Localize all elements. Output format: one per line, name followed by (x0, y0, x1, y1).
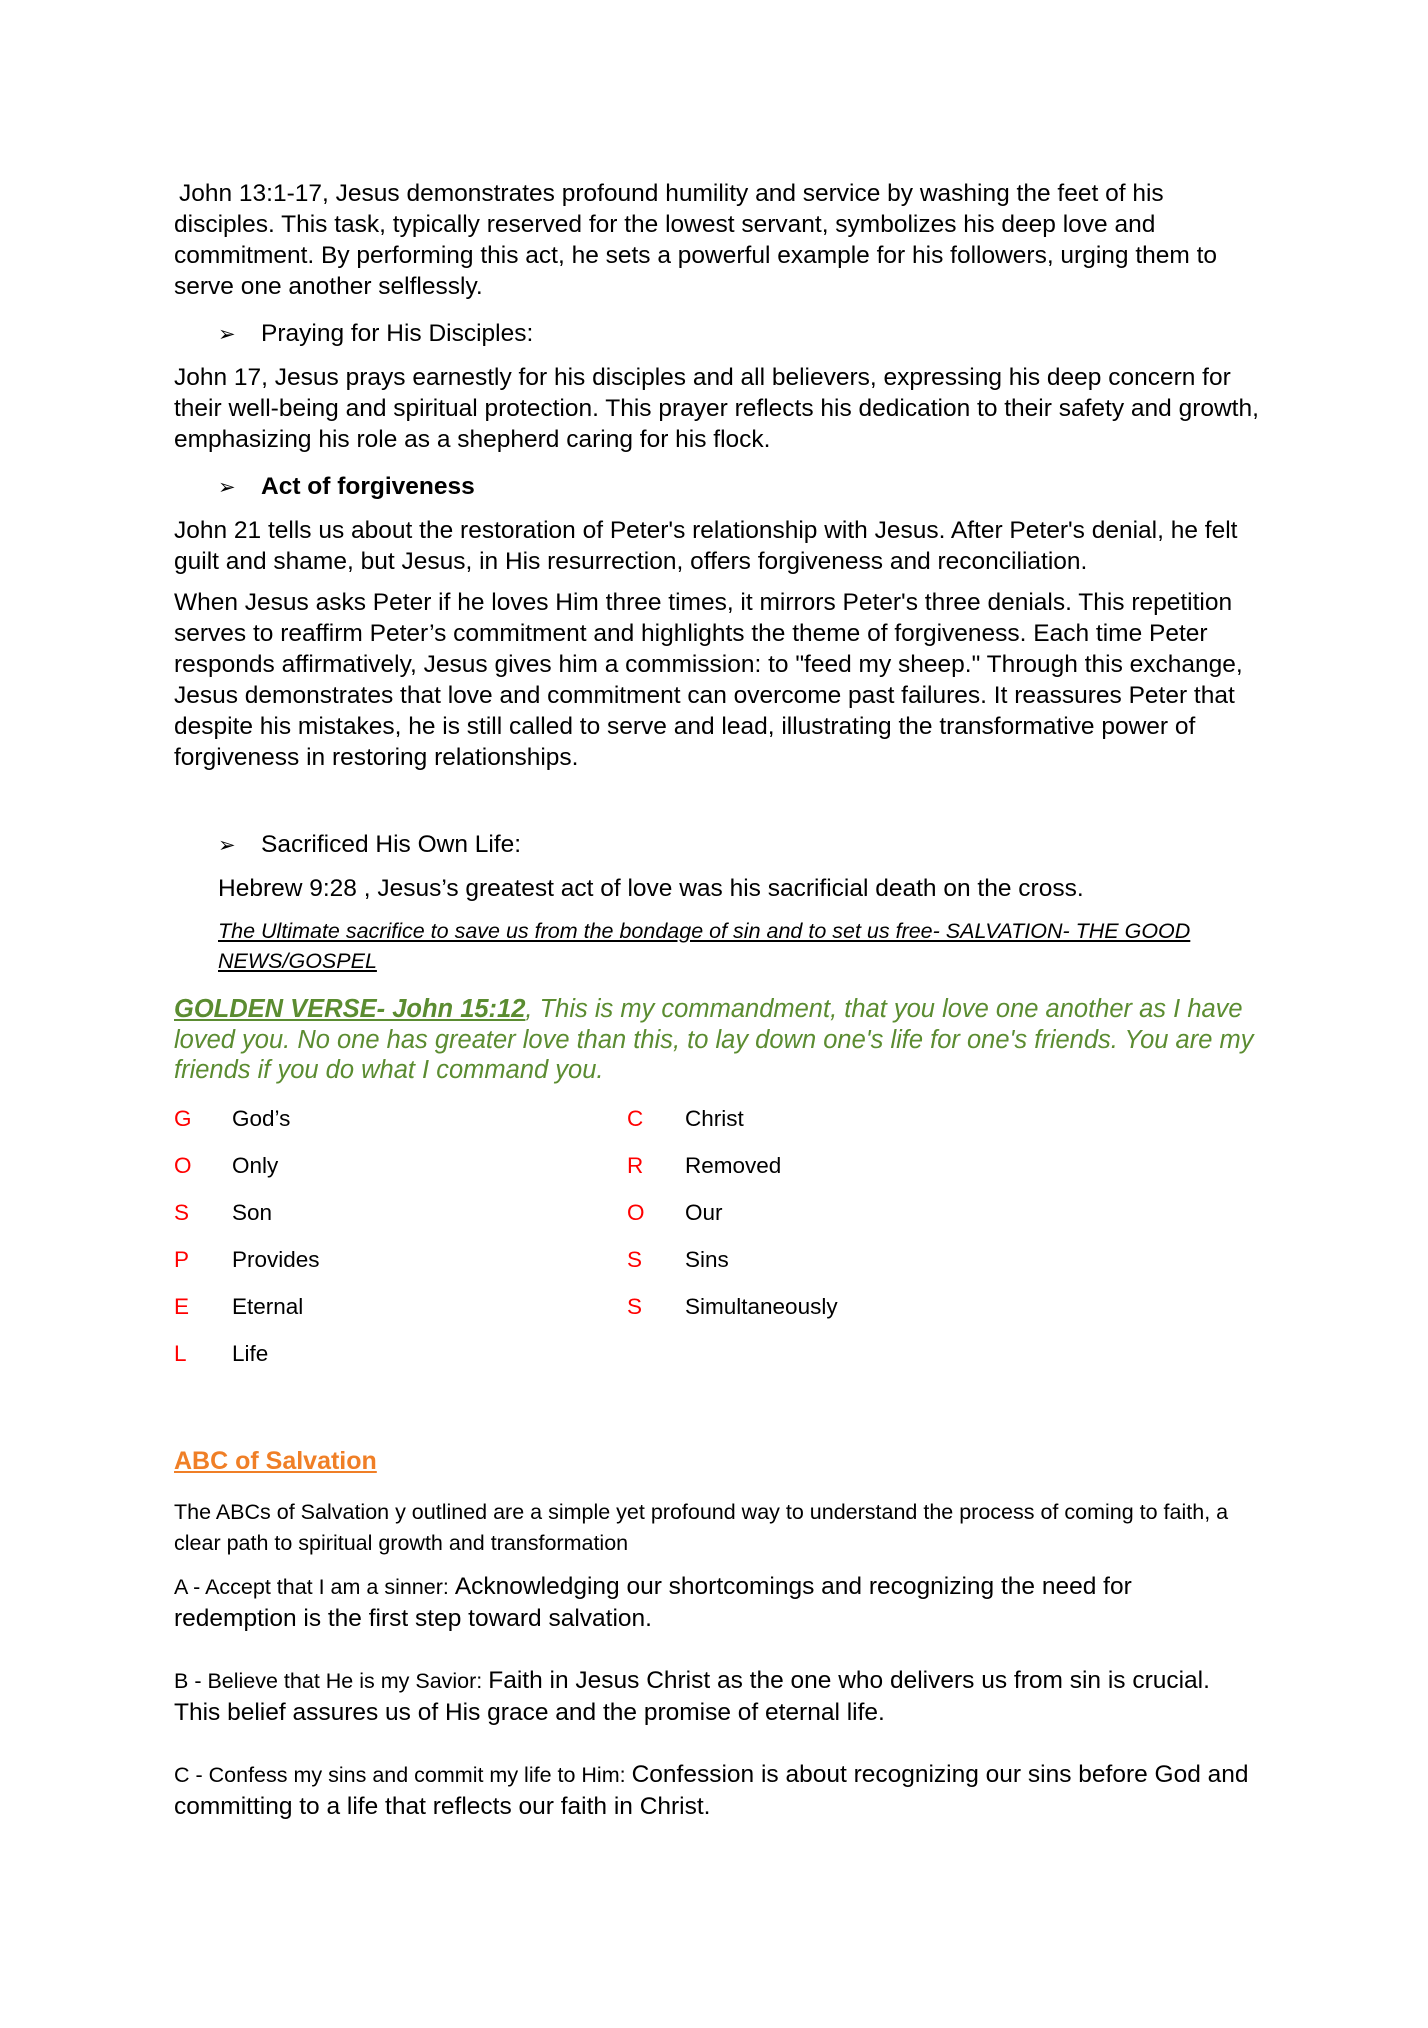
document-page (174, 178, 1259, 1822)
paragraph-ultimate-sacrifice: The Ultimate sacrifice to save us from the bondage of sin and to set us free- SALVATION- THE GOOD NEWS/GOSPEL (218, 919, 1191, 973)
acrostic-letter: S (627, 1294, 643, 1319)
acrostic-letter: L (174, 1341, 187, 1366)
acrostic-word: Only (232, 1153, 279, 1178)
golden-verse-label: GOLDEN VERSE- John 15:12 (174, 995, 526, 1023)
paragraph-hebrew: Hebrew 9:28 , Jesus’s greatest act of love was his sacrificial death on the cross. (218, 875, 1084, 902)
acrostic-word: Christ (685, 1106, 744, 1131)
bullet-sacrifice-label: Sacrificed His Own Life: (261, 831, 522, 858)
golden-verse (174, 994, 1259, 1086)
bullet-forgiveness (218, 471, 1259, 503)
acrostic-word: God’s (232, 1106, 291, 1131)
acrostic-cross (627, 1096, 1080, 1378)
arrowhead-bullet-icon: ➢ (218, 475, 236, 499)
acrostic-row (627, 1096, 1080, 1143)
paragraph-foot-washing: John 13:1-17, Jesus demonstrates profound humility and service by washing the feet of his disciples. This task, typically reserved for the lowest servant, symbolizes his deep love and commitment. By performing this act, he sets a powerful example for his followers, urging them to serve one another selflessly. (174, 180, 1218, 300)
abc-item-label: A - Accept that I am a sinner: (174, 1574, 455, 1599)
abc-item-text: Acknowledging our shortcomings and recognizing the need for redemption is the first step toward salvation. (174, 1572, 1132, 1632)
paragraph-prayer: John 17, Jesus prays earnestly for his disciples and all believers, expressing his deep concern for their well-being and spiritual protection. This prayer reflects his dedication to their safety and growth, emphasizing his role as a shepherd caring for his flock. (174, 364, 1259, 453)
acrostic-word: Life (232, 1341, 269, 1366)
acrostic-word: Removed (685, 1153, 782, 1178)
acrostic-row (174, 1143, 627, 1190)
section-heading-abc: ABC of Salvation (174, 1446, 377, 1475)
acrostic-word: Simultaneously (685, 1294, 838, 1319)
acrostic-row (174, 1284, 627, 1331)
acrostic-row (627, 1284, 1080, 1331)
acrostic-row (174, 1190, 627, 1237)
bullet-forgiveness-label: Act of forgiveness (261, 473, 475, 500)
acrostic-word: Provides (232, 1247, 320, 1272)
acrostic-row (174, 1331, 627, 1378)
acrostic-row (627, 1143, 1080, 1190)
arrowhead-bullet-icon: ➢ (218, 322, 236, 346)
acrostic-word: Sins (685, 1247, 729, 1272)
acrostic-letter: P (174, 1247, 190, 1272)
acrostic-row (627, 1237, 1080, 1284)
acrostic-gospel (174, 1096, 627, 1378)
arrowhead-bullet-icon: ➢ (218, 833, 236, 857)
acrostic-word: Eternal (232, 1294, 304, 1319)
acrostic-word: Son (232, 1200, 273, 1225)
abc-item-label: B - Believe that He is my Savior: (174, 1668, 489, 1693)
bullet-sacrifice (218, 829, 1259, 861)
abc-item-b (174, 1665, 1259, 1728)
abc-item-text: Faith in Jesus Christ as the one who delivers us from sin is crucial. This belief assures us of His grace and the promise of eternal life. (174, 1666, 1210, 1726)
bullet-praying (218, 318, 1259, 350)
acrostic-letter: C (627, 1106, 644, 1131)
paragraph-restoration: John 21 tells us about the restoration of Peter's relationship with Jesus. After Peter's denial, he felt guilt and shame, but Jesus, in His resurrection, offers forgiveness and reconciliation. (174, 517, 1238, 575)
acrostic-row (174, 1237, 627, 1284)
acrostic-letter: R (627, 1153, 644, 1178)
acrostic-letter: G (174, 1106, 192, 1131)
acrostic-row (627, 1190, 1080, 1237)
acrostic-letter: S (174, 1200, 190, 1225)
bullet-praying-label: Praying for His Disciples: (261, 320, 534, 347)
abc-item-c (174, 1759, 1259, 1822)
acrostic-letter: S (627, 1247, 643, 1272)
acrostic-letter: O (174, 1153, 192, 1178)
paragraph-abc-intro: The ABCs of Salvation y outlined are a simple yet profound way to understand the process of coming to faith, a clear path to spiritual growth and transformation (174, 1499, 1229, 1555)
paragraph-three-denials: When Jesus asks Peter if he loves Him three times, it mirrors Peter's three denials. This repetition serves to reaffirm Peter’s commitment and highlights the theme of forgiveness. Each time Peter responds affirmatively, Jesus gives him a commission: to "feed my sheep." Through this exchange, Jesus demonstrates that love and commitment can overcome past failures. It reassures Peter that despite his mistakes, he is still called to serve and lead, illustrating the transformative power of forgiveness in restoring relationships. (174, 589, 1243, 771)
acrostic-row (174, 1096, 627, 1143)
acrostic-letter: E (174, 1294, 190, 1319)
abc-item-label: C - Confess my sins and commit my life to Him: (174, 1762, 632, 1787)
acrostic-word: Our (685, 1200, 723, 1225)
abc-item-text: Confession is about recognizing our sins before God and committing to a life that reflects our faith in Christ. (174, 1760, 1249, 1820)
acrostics (174, 1096, 1259, 1378)
abc-item-a (174, 1571, 1259, 1634)
golden-verse-text: , This is my commandment, that you love one another as I have loved you. No one has greater love than this, to lay down one's life for one's friends. You are my friends if you do what I command you. (174, 995, 1254, 1084)
acrostic-letter: O (627, 1200, 645, 1225)
